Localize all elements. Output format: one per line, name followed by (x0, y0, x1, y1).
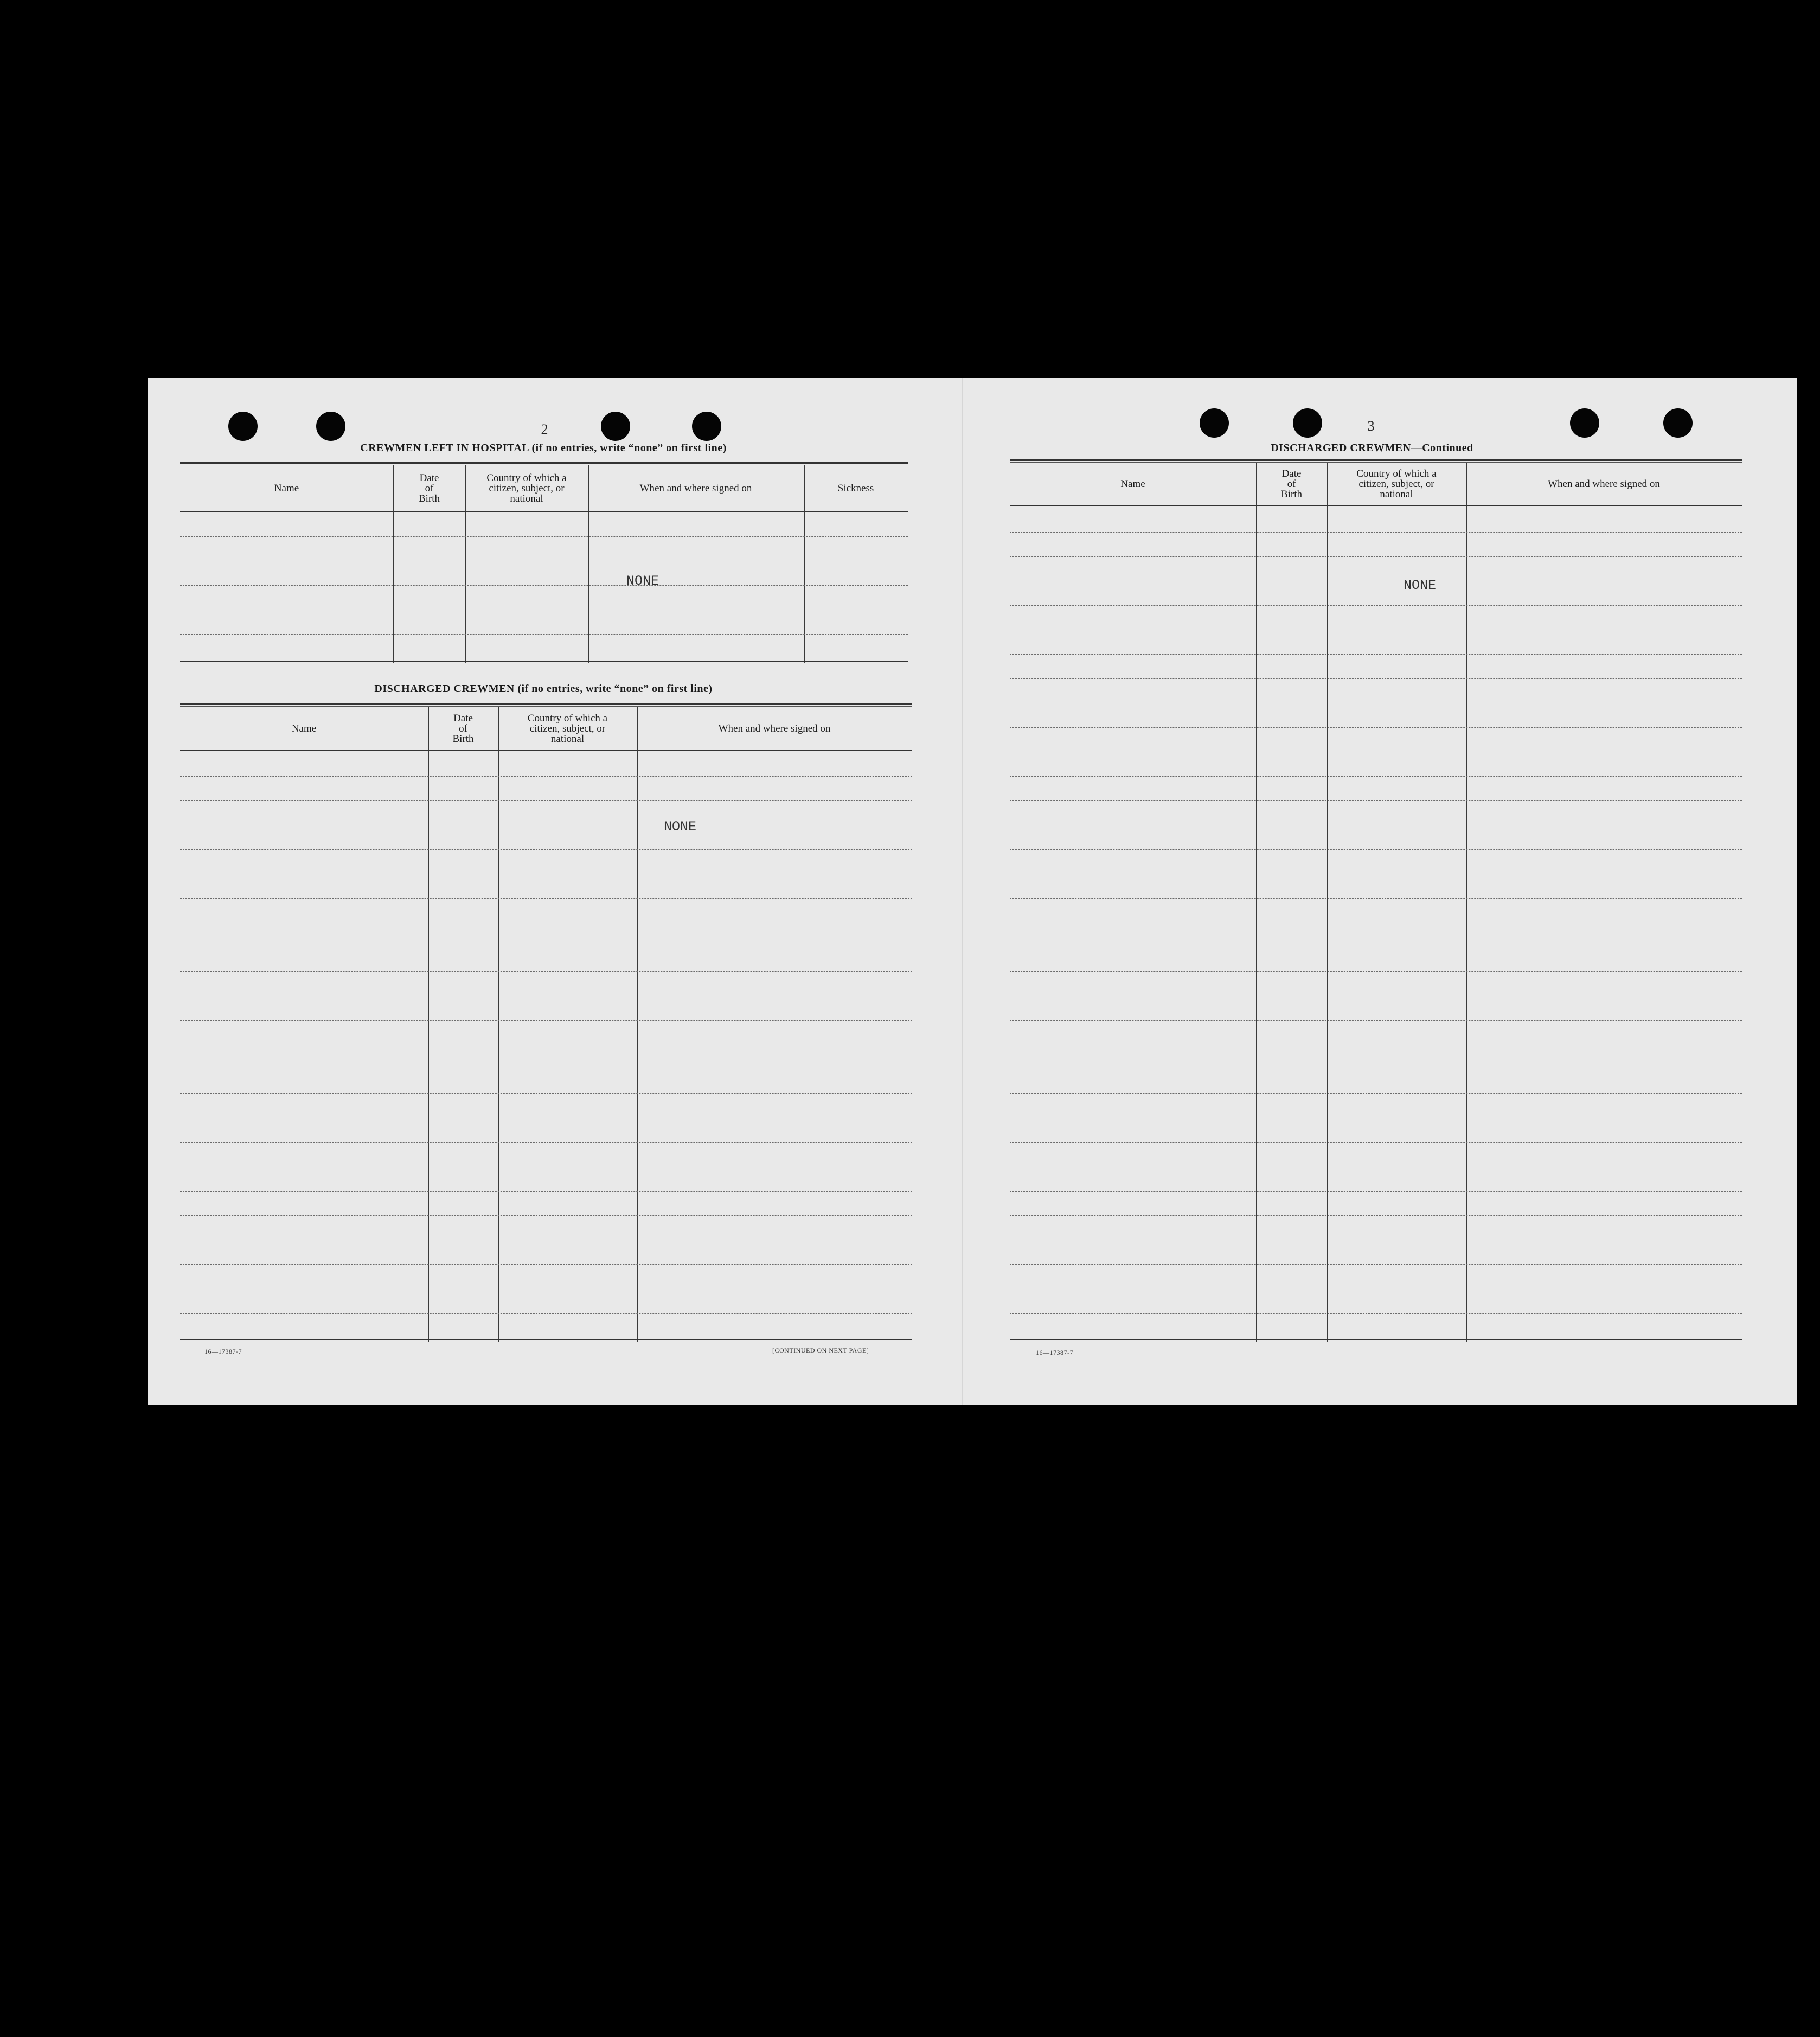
discharged-section-title (180, 683, 907, 695)
hospital-section-title (180, 442, 907, 454)
discharged-table-header (180, 707, 912, 751)
column-header-country: Country of which a citizen, subject, or national (1356, 467, 1437, 500)
column-header-country: Country of which a citizen, subject, or national (527, 712, 608, 745)
punch-hole (692, 412, 721, 441)
column-header-sickness: Sickness (837, 482, 874, 494)
hospital-table (180, 462, 908, 663)
column-header-name: Name (1120, 478, 1145, 490)
form-number-right: 16—17387-7 (1036, 1349, 1073, 1356)
discharged-continued-section-title (1009, 442, 1735, 454)
discharged-continued-table-header (1010, 463, 1742, 506)
punch-hole (601, 412, 630, 441)
column-header-signed-on: When and where signed on (718, 722, 831, 734)
hospital-title: CREWMEN LEFT IN HOSPITAL (360, 442, 529, 454)
page-number-right: 3 (1367, 418, 1375, 434)
punch-hole (1663, 408, 1693, 438)
discharged-continued-table (1010, 459, 1742, 1343)
page-number-left: 2 (541, 421, 548, 437)
discharged-instruction: (if no entries, write “none” on first line) (517, 683, 713, 695)
hospital-none-entry: NONE (626, 573, 659, 589)
punch-hole (1293, 408, 1322, 438)
column-header-date-of-birth: Date of Birth (452, 712, 474, 745)
form-number-left: 16—17387-7 (204, 1348, 242, 1355)
column-header-signed-on: When and where signed on (1548, 478, 1660, 490)
discharged-continued-none-entry: NONE (1404, 578, 1437, 593)
column-header-name: Name (274, 482, 299, 494)
column-header-date-of-birth: Date of Birth (1280, 467, 1303, 500)
punch-hole (316, 412, 345, 441)
column-header-country: Country of which a citizen, subject, or national (486, 472, 567, 504)
punch-hole (1570, 408, 1599, 438)
hospital-instruction: (if no entries, write “none” on first line) (531, 442, 727, 454)
column-header-signed-on: When and where signed on (639, 482, 752, 494)
continued-note: [CONTINUED ON NEXT PAGE] (772, 1347, 869, 1354)
discharged-continued-title: DISCHARGED CREWMEN (1271, 442, 1411, 454)
hospital-table-header (180, 465, 908, 512)
document-sheet (148, 378, 1797, 1405)
discharged-title: DISCHARGED CREWMEN (374, 683, 515, 695)
center-fold (962, 378, 963, 1405)
punch-hole (1200, 408, 1229, 438)
discharged-continued-suffix: —Continued (1411, 442, 1473, 454)
column-header-name: Name (291, 722, 317, 734)
column-header-date-of-birth: Date of Birth (418, 472, 440, 504)
punch-hole (228, 412, 258, 441)
discharged-table (180, 703, 912, 1343)
discharged-none-entry: NONE (664, 819, 697, 835)
